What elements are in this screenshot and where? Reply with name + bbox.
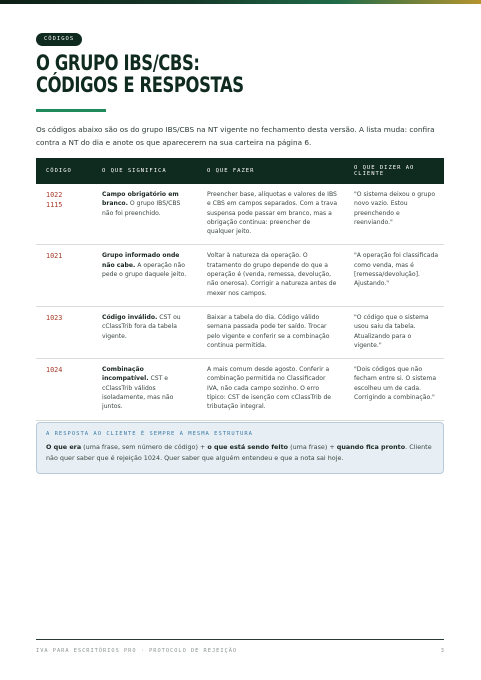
client-message-cell: "Dois códigos que não fecham entre si. O sistema escolheu um de cada. Corrigindo a combinação.": [354, 366, 437, 402]
meaning-cell: [92, 365, 197, 411]
codes-table: [36, 158, 444, 421]
client-message-cell: "O código que o sistema usou saiu da tabela. Atualizando para o vigente.": [354, 313, 429, 349]
header-codigo: CÓDIGO: [46, 168, 72, 174]
code-value: 1023: [46, 313, 63, 322]
code-cell: [36, 251, 92, 297]
title-underline: [36, 109, 106, 112]
intro-paragraph: Os códigos abaixo são os do grupo IBS/CBS na NT vigente no fechamento desta versão. A lista muda: confira contra a NT do dia e anote os que aparecerem na sua carteira na página 6.: [36, 125, 435, 147]
action-cell: Preencher base, alíquotas e valores de IBS e CBS em campos separados. Com a trava suspensa pode passar em branco, mas a obrigação continua: preencher de qualquer jeito.: [207, 191, 338, 236]
meaning-title: Combinação incompatível.: [102, 366, 149, 383]
callout-text-3: . Cliente não quer saber que é rejeição 1024. Quer saber que alguém entendeu e que a nota sai hoje.: [46, 443, 432, 462]
meaning-cell: [92, 190, 197, 236]
callout-text: [46, 442, 434, 463]
action-cell: Baixar a tabela do dia. Código válido semana passada pode ter saído. Trocar pelo vigente e conferir se a combinação continua permitida.: [207, 313, 330, 349]
callout-text-2: (uma frase) +: [288, 443, 337, 451]
footer-title: IVA PARA ESCRITÓRIOS PRO · PROTOCOLO DE REJEIÇÃO: [36, 648, 238, 654]
page-title: [36, 52, 364, 96]
meaning-cell: [92, 251, 197, 297]
meaning-title: Grupo informado onde não cabe.: [102, 252, 180, 269]
code-cell: [36, 313, 92, 350]
meaning-text: CST e cClassTrib válidos isoladamente, mas não juntos.: [102, 375, 174, 411]
meaning-title: Código inválido.: [102, 313, 158, 321]
meaning-title: Campo obrigatório em branco.: [102, 191, 179, 208]
client-response-callout: [36, 422, 444, 474]
client-message-cell: "O sistema deixou o grupo novo vazio. Estou preenchendo e reenviando.": [354, 191, 436, 226]
callout-bold-2: o que está sendo feito: [207, 443, 289, 451]
callout-bold-1: O que era: [46, 443, 82, 451]
code-value: 1022: [46, 191, 63, 199]
code-value: 1115: [46, 201, 63, 209]
action-cell: A mais comum desde agosto. Conferir a combinação permitida no Classificador IVA, não cada campo sozinho. O erro típico: CST de isenção com cClassTrib de tributação integral.: [207, 366, 332, 411]
section-chip: CÓDIGOS: [36, 33, 82, 46]
table-row: [36, 359, 444, 420]
table-header: [36, 158, 444, 184]
table-row: [36, 307, 444, 359]
meaning-text: A operação não pede o grupo daquele jeito.: [102, 261, 187, 279]
header-dizer: O QUE DIZER AO CLIENTE: [354, 165, 415, 177]
table-row: [36, 245, 444, 306]
page-number: 3: [440, 648, 444, 654]
table-row: [36, 184, 444, 245]
client-message-cell: "A operação foi classificada como venda, mas é [remessa/devolução]. Ajustando.": [354, 252, 439, 288]
action-cell: Voltar à natureza da operação. O tratamento do grupo depende do que a operação é (venda, remessa, devolução, não onerosa). Corrigir a natureza antes de mexer nos campos.: [207, 252, 337, 297]
footer-divider: [36, 639, 444, 640]
title-line-1: O GRUPO IBS/CBS:: [36, 51, 200, 75]
meaning-cell: [92, 313, 197, 350]
code-cell: [36, 365, 92, 411]
top-accent-bar: [0, 0, 481, 4]
meaning-text: O grupo IBS/CBS não foi preenchido.: [102, 200, 181, 217]
header-fazer: O QUE FAZER: [207, 168, 255, 174]
title-line-2: CÓDIGOS E RESPOSTAS: [36, 73, 244, 97]
meaning-text: CST ou cClassTrib fora da tabela vigente.: [102, 313, 181, 340]
callout-label: A RESPOSTA AO CLIENTE É SEMPRE A MESMA ESTRUTURA: [46, 431, 253, 437]
code-value: 1021: [46, 252, 63, 261]
callout-bold-3: quando fica pronto: [336, 443, 406, 451]
callout-text-1: (uma frase, sem número de código) +: [81, 443, 208, 451]
code-cell: [36, 190, 92, 236]
header-significa: O QUE SIGNIFICA: [102, 168, 167, 174]
code-value: 1024: [46, 366, 63, 375]
